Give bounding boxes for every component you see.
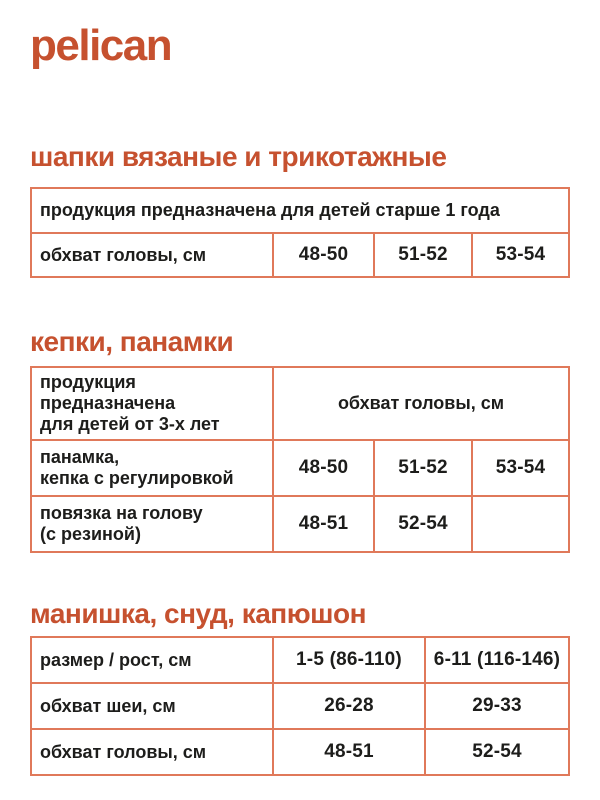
- age-note-cell: [31, 367, 273, 440]
- size-value-cell: 48-50: [273, 440, 374, 496]
- size-value-cell: 26-28: [273, 683, 425, 729]
- dickey-snood-hood-size-table: [30, 636, 570, 776]
- panama-cap-label-cell: [31, 440, 273, 496]
- table-row: [31, 440, 569, 496]
- age-note-cell: продукция предназначена для детей старше 1 года: [31, 188, 569, 233]
- neck-circumference-label-cell: обхват шеи, см: [31, 683, 273, 729]
- size-height-label-cell: размер / рост, см: [31, 637, 273, 683]
- table-row: [31, 496, 569, 552]
- head-circumference-header-cell: обхват головы, см: [273, 367, 569, 440]
- size-value-cell: 53-54: [472, 440, 569, 496]
- size-value-cell: 51-52: [374, 233, 472, 277]
- size-value-cell: 48-51: [273, 496, 374, 552]
- table-row: [31, 683, 569, 729]
- size-value-cell: 52-54: [374, 496, 472, 552]
- size-value-cell: 6-11 (116-146): [425, 637, 569, 683]
- size-value-cell: 29-33: [425, 683, 569, 729]
- section-heading-caps-panamas: кепки, панамки: [30, 326, 234, 357]
- size-value-cell: 51-52: [374, 440, 472, 496]
- size-value-cell: 48-50: [273, 233, 374, 277]
- head-circumference-label-cell: обхват головы, см: [31, 729, 273, 775]
- pelican-logo: pelican: [30, 21, 172, 70]
- knitted-hats-size-table: [30, 187, 570, 278]
- head-circumference-label-cell: обхват головы, см: [31, 233, 273, 277]
- empty-size-value-cell: [472, 496, 569, 552]
- size-chart-page: [30, 22, 568, 776]
- section-heading-knitted-hats: шапки вязаные и трикотажные: [30, 141, 447, 172]
- size-value-cell: 52-54: [425, 729, 569, 775]
- section-heading-dickey-snood-hood: манишка, снуд, капюшон: [30, 598, 366, 629]
- table-row: [31, 233, 569, 277]
- table-row: [31, 637, 569, 683]
- label-line: кепка с регулировкой: [40, 468, 234, 488]
- size-value-cell: 1-5 (86-110): [273, 637, 425, 683]
- table-row: [31, 367, 569, 440]
- label-line: панамка,: [40, 447, 120, 467]
- headband-label-cell: [31, 496, 273, 552]
- size-value-cell: 48-51: [273, 729, 425, 775]
- age-note-line: продукция предназначена: [40, 372, 176, 413]
- age-note-line: для детей от 3-х лет: [40, 414, 220, 434]
- table-row: [31, 729, 569, 775]
- table-row: [31, 188, 569, 233]
- label-line: повязка на голову: [40, 503, 203, 523]
- size-value-cell: 53-54: [472, 233, 569, 277]
- label-line: (с резиной): [40, 524, 141, 544]
- caps-panamas-size-table: [30, 366, 570, 553]
